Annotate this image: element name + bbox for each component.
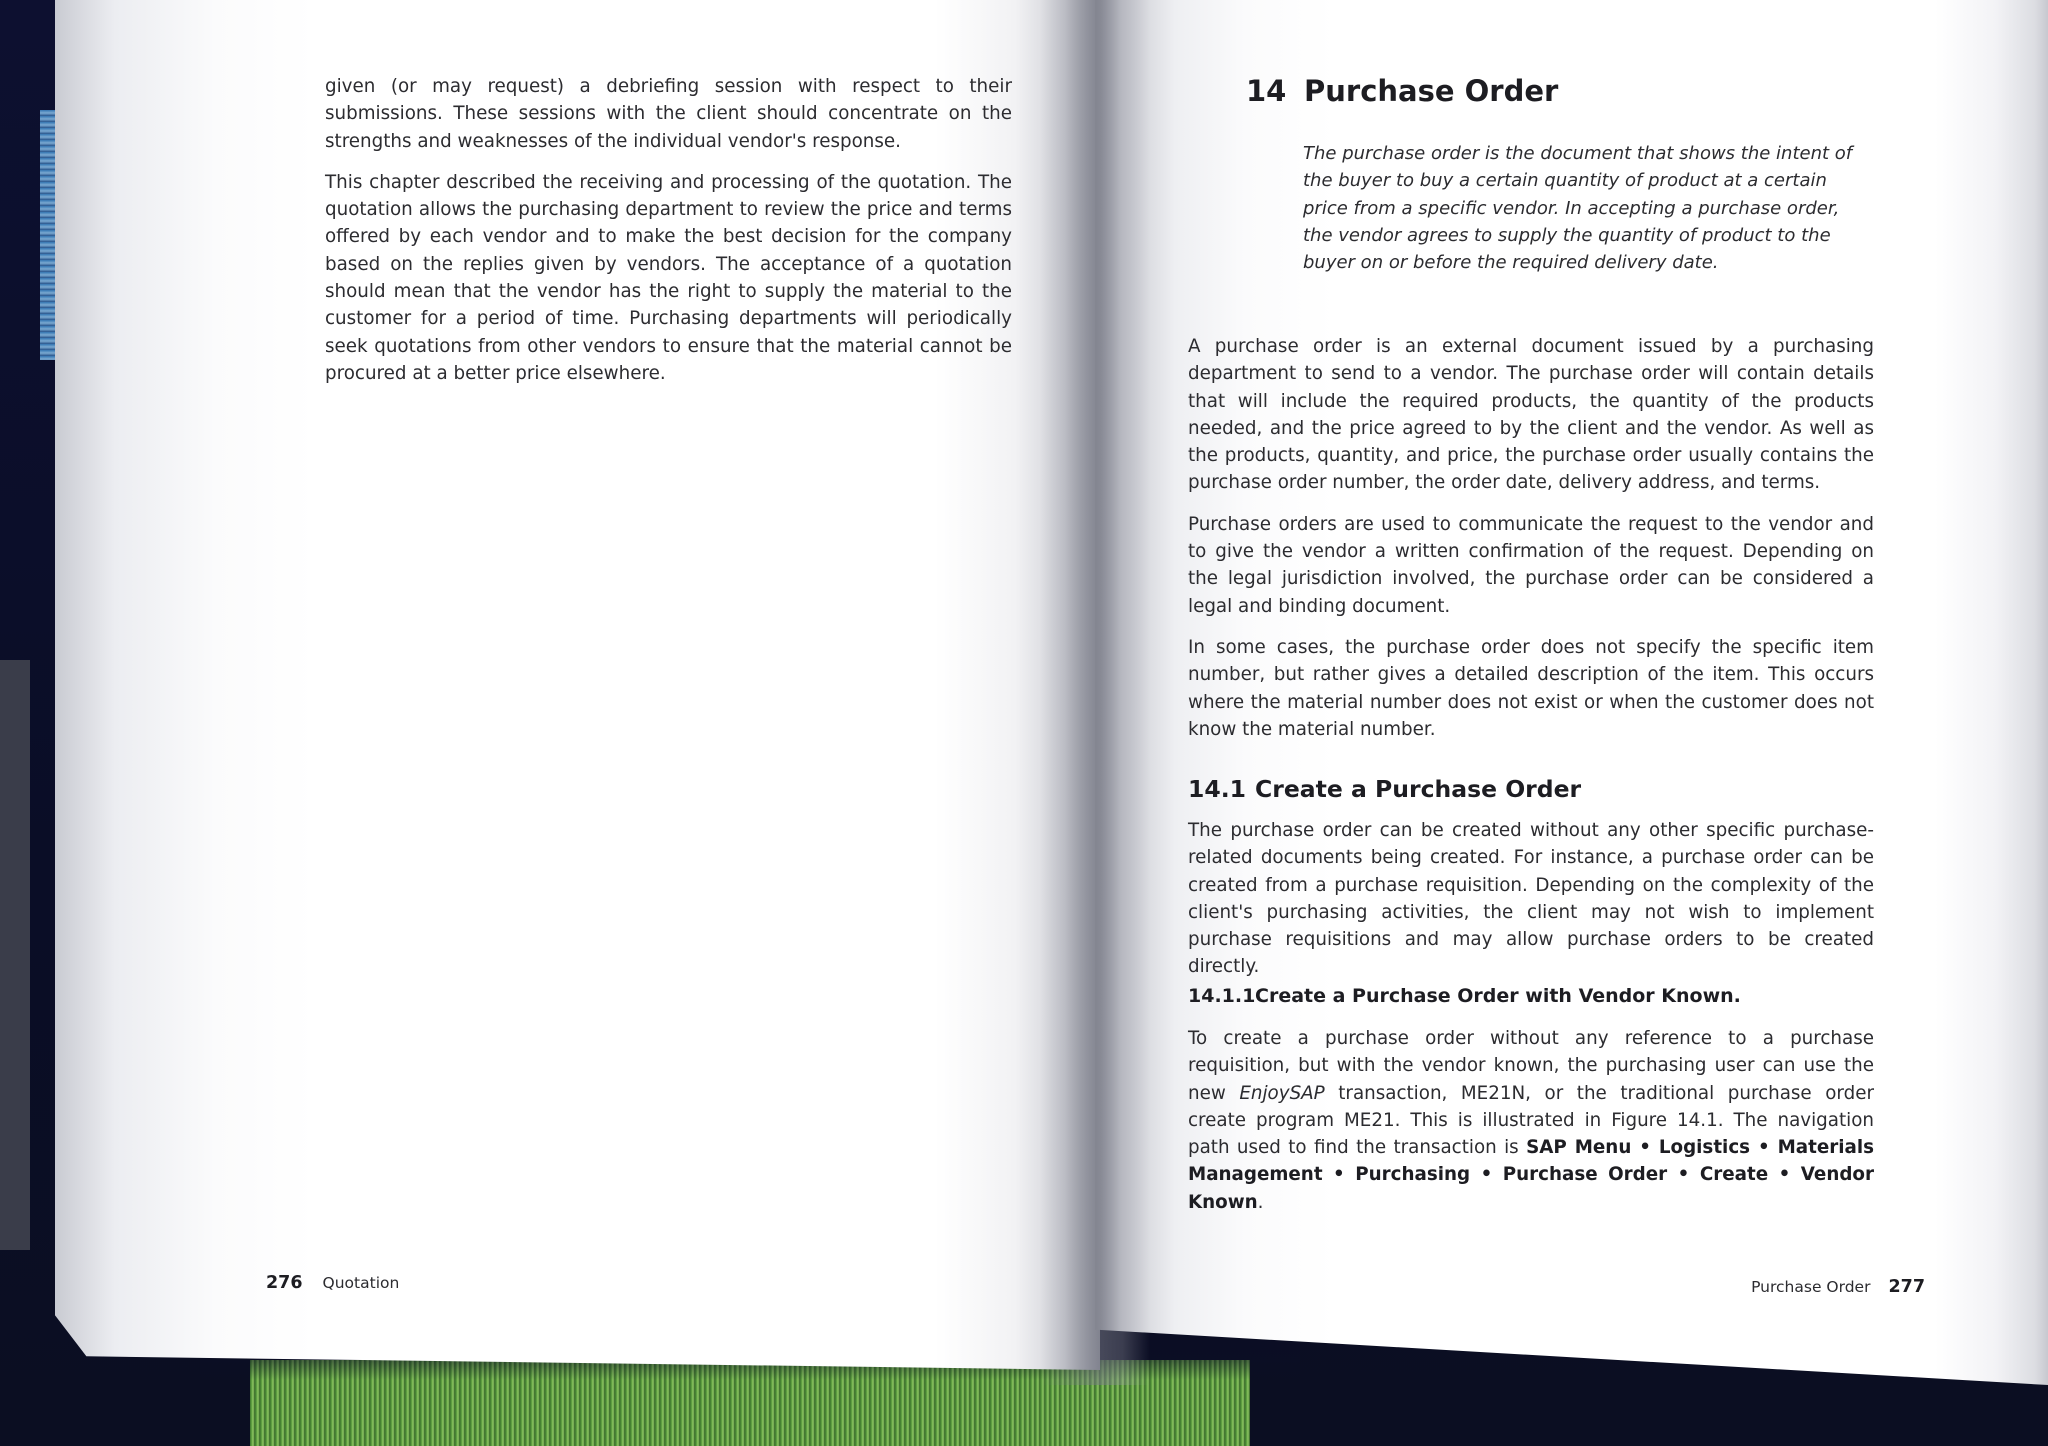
chapter-number: 14 (1246, 74, 1287, 108)
chapter-heading (1246, 74, 2046, 108)
right-page-body (1188, 333, 1874, 757)
body-paragraph: This chapter described the receiving and processing of the quotation. The quotation allows the purchasing department to review the price and terms offered by each vendor and to make the best decision for the company based on the replies given by vendors. The acceptance of a quotation should mean that the vendor has the right to supply the material to the customer for a period of time. Purchasing departments will periodically seek quotations from other vendors to ensure that the material cannot be procured at a better price elsewhere. (325, 171, 1012, 384)
chapter-intro: The purchase order is the document that shows the intent of the buyer to buy a certain quantity of product at a certain price from a specific vendor. In accepting a purchase order, the vendor agrees to supply the quantity of product to the buyer on or before the required delivery date. (1303, 143, 1853, 274)
page-number: 276 (266, 1273, 303, 1293)
subsection-heading (1188, 985, 1888, 1007)
scanner-edge-shadow (0, 660, 30, 1250)
chapter-title: Purchase Order (1304, 74, 1559, 108)
subsection-body (1188, 1025, 1874, 1230)
section-number: 14.1 (1188, 775, 1246, 803)
text-run: transaction, ME21N, or the traditional purchase order create program ME21. This is illustrated in Figure 14.1. The navigation path used to find the transaction is (1188, 1082, 1874, 1159)
subsection-title: Create a Purchase Order with Vendor Known. (1255, 985, 1741, 1007)
body-paragraph (1188, 1025, 1874, 1216)
body-paragraph: A purchase order is an external document issued by a purchasing department to send to a vendor. The purchase order will contain details that will include the required products, the quantity of the products needed, and the price agreed to by the client and the vendor. As well as the products, quantity, and price, the purchase order usually contains the purchase order number, the order date, delivery address, and terms. (1188, 336, 1874, 494)
text-run: To create a purchase order without any reference to a purchase requisition, but with the vendor known, the purchasing user can use the new (1188, 1028, 1874, 1104)
body-paragraph: The purchase order can be created without any other specific purchase-related documents being created. For instance, a purchase order can be created from a purchase requisition. Depending on the complexity of the client's purchasing activities, the client may not wish to implement purchase requisitions and may allow purchase orders to be created directly. (1188, 820, 1874, 978)
right-page-footer (1700, 1277, 1925, 1297)
body-paragraph: Purchase orders are used to communicate the request to the vendor and to give the vendor a written confirmation of the request. Depending on the legal jurisdiction involved, the purchase order can be considered a legal and binding document. (1188, 513, 1874, 617)
section-heading (1188, 775, 1888, 803)
left-page-footer (266, 1273, 399, 1293)
text-run: . (1257, 1191, 1264, 1213)
book-gutter (1040, 0, 1150, 1385)
page-number: 277 (1888, 1277, 1925, 1297)
running-head: Quotation (322, 1274, 400, 1292)
section-title: Create a Purchase Order (1255, 775, 1582, 803)
body-paragraph: given (or may request) a debriefing session with respect to their submissions. These sessions with the client should concentrate on the strengths and weaknesses of the individual vendor's response. (325, 76, 1012, 152)
menu-navigation-path: SAP Menu • Logistics • Materials Management • Purchasing • Purchase Order • Create • Vendor Known (1188, 1137, 1875, 1213)
left-page-body (325, 73, 1012, 401)
running-head: Purchase Order (1751, 1278, 1871, 1296)
body-paragraph: In some cases, the purchase order does not specify the specific item number, but rather gives a detailed description of the item. This occurs where the material number does not exist or when the customer does not know the material number. (1188, 636, 1874, 740)
italic-term: EnjoySAP (1239, 1082, 1325, 1104)
subsection-number: 14.1.1 (1188, 985, 1256, 1007)
section-body (1188, 817, 1874, 995)
